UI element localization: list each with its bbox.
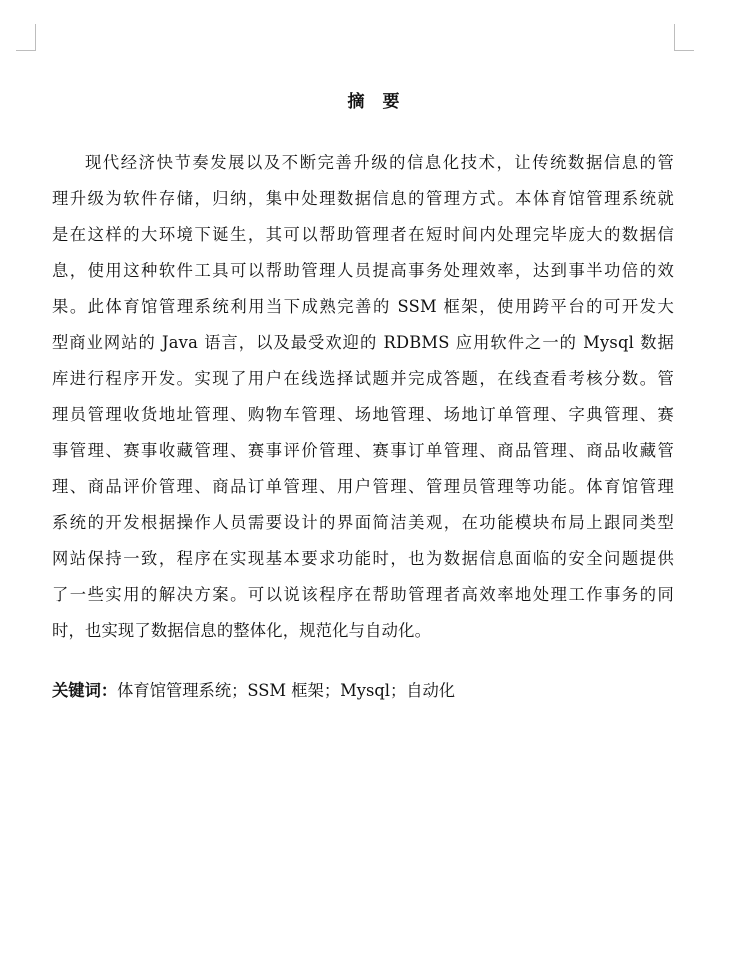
abstract-body bbox=[52, 145, 674, 649]
abstract-line: 是在这样的大环境下诞生，其可以帮助管理者在短时间内处理完毕庞大的数据信 bbox=[52, 225, 674, 244]
crop-mark-top-left bbox=[16, 24, 36, 51]
abstract-line: 库进行程序开发。实现了用户在线选择试题并完成答题，在线查看考核分数。管 bbox=[52, 369, 674, 388]
keywords-value: 体育馆管理系统；SSM 框架；Mysql；自动化 bbox=[117, 681, 456, 700]
abstract-line: 息，使用这种软件工具可以帮助管理人员提高事务处理效率，达到事半功倍的效 bbox=[52, 261, 674, 280]
crop-mark-top-right bbox=[674, 24, 694, 51]
abstract-line: 理员管理收货地址管理、购物车管理、场地管理、场地订单管理、字典管理、赛 bbox=[52, 405, 674, 424]
abstract-line: 理升级为软件存储，归纳，集中处理数据信息的管理方式。本体育馆管理系统就 bbox=[52, 189, 674, 208]
abstract-line: 网站保持一致，程序在实现基本要求功能时，也为数据信息面临的安全问题提供 bbox=[52, 549, 674, 568]
abstract-line: 事管理、赛事收藏管理、赛事评价管理、赛事订单管理、商品管理、商品收藏管 bbox=[52, 441, 674, 460]
abstract-line: 了一些实用的解决方案。可以说该程序在帮助管理者高效率地处理工作事务的同 bbox=[52, 585, 674, 604]
abstract-line: 时，也实现了数据信息的整体化，规范化与自动化。 bbox=[52, 621, 432, 640]
abstract-title: 摘要 bbox=[347, 92, 418, 112]
abstract-line: 型商业网站的 Java 语言，以及最受欢迎的 RDBMS 应用软件之一的 Mysql 数据 bbox=[52, 333, 674, 352]
keywords-line bbox=[52, 676, 455, 706]
abstract-line: 现代经济快节奏发展以及不断完善升级的信息化技术，让传统数据信息的管 bbox=[85, 153, 674, 172]
keywords-label: 关键词： bbox=[52, 681, 118, 700]
abstract-line: 系统的开发根据操作人员需要设计的界面简洁美观，在功能模块布局上跟同类型 bbox=[52, 513, 674, 532]
abstract-line: 果。此体育馆管理系统利用当下成熟完善的 SSM 框架，使用跨平台的可开发大 bbox=[52, 297, 674, 316]
abstract-line: 理、商品评价管理、商品订单管理、用户管理、管理员管理等功能。体育馆管理 bbox=[52, 477, 674, 496]
